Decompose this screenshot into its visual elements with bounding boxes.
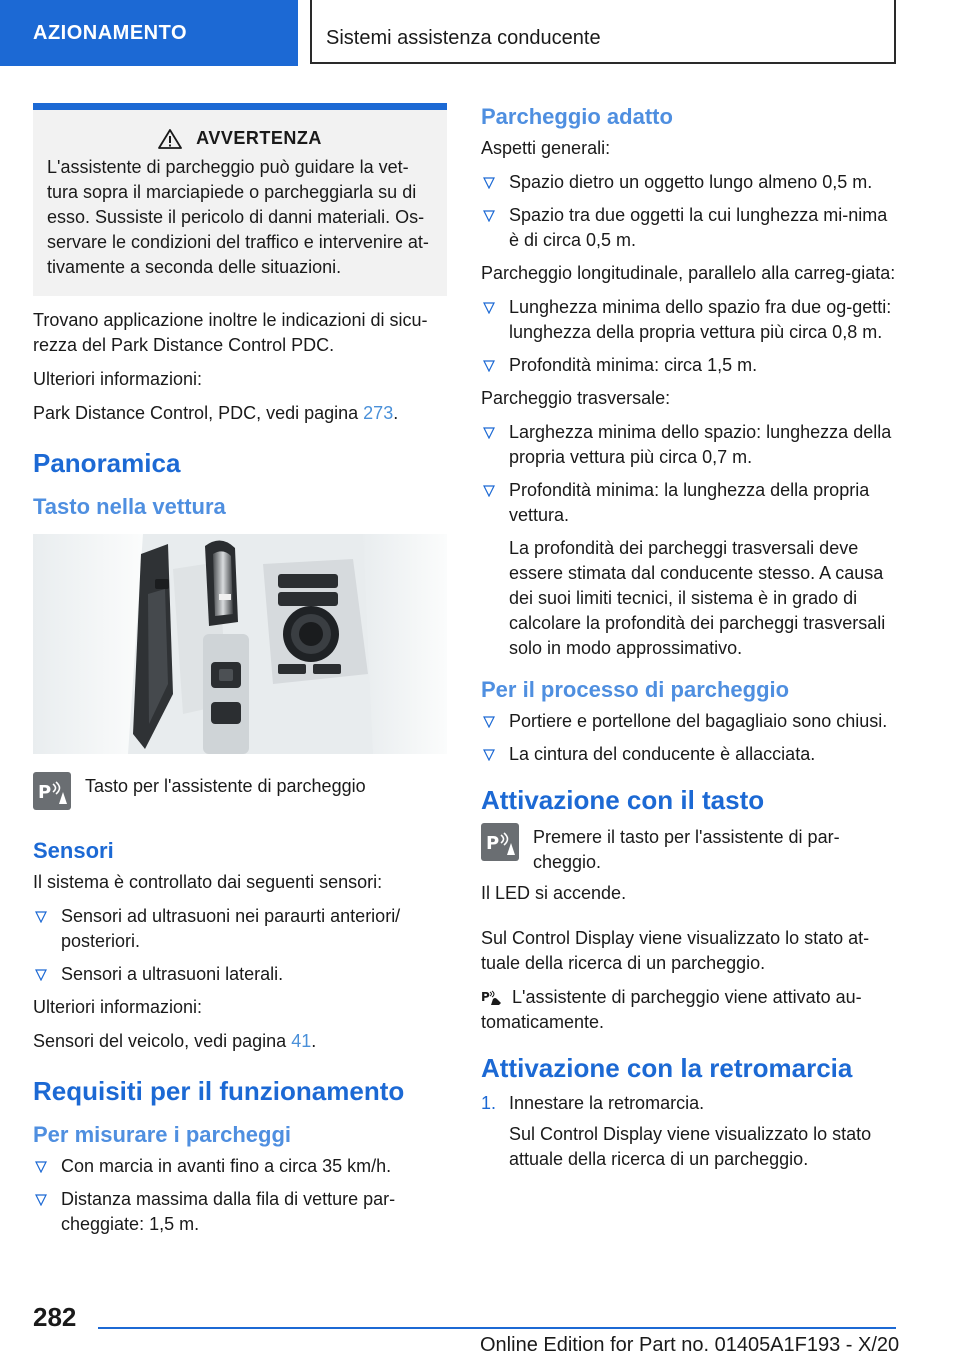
pdc-reference-text: Park Distance Control, PDC, vedi pagina	[33, 403, 359, 423]
measure-item-text: Distanza massima dalla fila di vetture par-cheggiate: 1,5 m.	[61, 1189, 396, 1234]
step-text: Innestare la retromarcia.	[509, 1093, 705, 1113]
bullet-triangle-icon	[483, 427, 495, 439]
activation-button-text: Premere il tasto per l'assistente di par-cheggio.	[533, 827, 840, 872]
suitable-heading: Parcheggio adatto	[481, 104, 673, 129]
bullet-triangle-icon	[483, 716, 495, 728]
requirements-heading: Requisiti per il funzionamento	[33, 1076, 405, 1106]
bullet-triangle-icon	[35, 911, 47, 923]
transverse-list	[481, 420, 901, 661]
list-item	[481, 1091, 901, 1172]
console-illustration	[33, 534, 447, 754]
activation-button-heading: Attivazione con il tasto	[481, 785, 765, 815]
transverse-item-text: Larghezza minima dello spazio: lunghezza della propria vettura più circa 0,7 m.	[509, 422, 892, 467]
bullet-triangle-icon	[483, 210, 495, 222]
pdc-page-link[interactable]: 273	[363, 403, 394, 423]
svg-text:P: P	[486, 833, 500, 854]
general-label: Aspetti generali:	[481, 138, 611, 158]
process-item-text: La cintura del conducente è allacciata.	[509, 744, 816, 764]
parallel-list	[481, 295, 901, 378]
list-item	[481, 709, 901, 734]
right-column	[481, 100, 901, 1180]
bullet-triangle-icon	[483, 749, 495, 761]
more-info-label: Ulteriori informazioni:	[33, 369, 203, 389]
measure-heading: Per misurare i parcheggi	[33, 1122, 291, 1147]
general-item-text: Spazio tra due oggetti la cui lunghezza mi-nima è di circa 0,5 m.	[509, 205, 888, 250]
led-text: Il LED si accende.	[481, 883, 627, 903]
bullet-triangle-icon	[35, 1194, 47, 1206]
display-text: Sul Control Display viene visualizzato lo stato at-tuale della ricerca di un parcheggio.	[481, 928, 870, 973]
sensors-page-link[interactable]: 41	[291, 1031, 312, 1051]
step-subtext: Sul Control Display viene visualizzato lo stato attuale della ricerca di un parcheggio.	[509, 1124, 872, 1169]
footer-divider	[98, 1327, 896, 1329]
page-header	[0, 0, 960, 66]
process-list	[481, 709, 901, 767]
bullet-triangle-icon	[483, 302, 495, 314]
parallel-item-text: Lunghezza minima dello spazio fra due og-getti: lunghezza della propria vettura più circa 0,8 m.	[509, 297, 892, 342]
overview-heading: Panoramica	[33, 448, 181, 478]
list-item	[481, 295, 901, 345]
pdc-reference: Park Distance Control, PDC, vedi pagina 273.	[33, 403, 399, 423]
svg-text:P: P	[38, 782, 52, 803]
svg-text:P: P	[481, 990, 490, 1004]
general-item-text: Spazio dietro un oggetto lungo almeno 0,5 m.	[509, 172, 873, 192]
list-item	[33, 1154, 447, 1179]
bullet-triangle-icon	[483, 360, 495, 372]
page-number: 282	[33, 1302, 77, 1332]
auto-activation	[481, 985, 901, 1035]
button-heading: Tasto nella vettura	[33, 494, 226, 519]
transverse-note: La profondità dei parcheggi trasversali deve essere stimata dal conducente stesso. A causa dei suoi limiti tecnici, il sistema è in grado di calcolare la profondità dei parcheggi trasversali solo in modo approssimativo.	[509, 538, 886, 658]
chapter-title: Sistemi assistenza conducente	[310, 0, 896, 64]
list-item	[481, 170, 901, 195]
sensors-reference-text: Sensori del veicolo, vedi pagina	[33, 1031, 287, 1051]
transverse-label: Parcheggio trasversale:	[481, 388, 671, 408]
sensors-more-info: Ulteriori informazioni:	[33, 997, 203, 1017]
step-number: 1.	[481, 1093, 497, 1113]
left-column	[33, 103, 447, 1245]
sensors-reference: Sensori del veicolo, vedi pagina 41.	[33, 1031, 317, 1051]
intro-text: Trovano applicazione inoltre le indicazioni di sicu-rezza del Park Distance Control PDC.	[33, 310, 428, 355]
auto-activation-text: L'assistente di parcheggio viene attivato au-tomaticamente.	[481, 987, 862, 1032]
list-item	[481, 478, 901, 661]
bullet-triangle-icon	[483, 485, 495, 497]
sensor-item-text: Sensori a ultrasuoni laterali.	[61, 964, 284, 984]
bullet-triangle-icon	[483, 177, 495, 189]
edition-text: Online Edition for Part no. 01405A1F193 - X/20	[480, 1334, 900, 1356]
section-tab: AZIONAMENTO	[0, 0, 298, 66]
warning-triangle-icon	[158, 129, 182, 149]
bullet-triangle-icon	[35, 969, 47, 981]
general-list	[481, 170, 901, 253]
activation-reverse-heading: Attivazione con la retromarcia	[481, 1053, 853, 1083]
parking-hand-icon	[481, 988, 503, 1006]
parallel-item-text: Profondità minima: circa 1,5 m.	[509, 355, 758, 375]
process-heading: Per il processo di parcheggio	[481, 677, 790, 702]
list-item	[481, 203, 901, 253]
list-item	[481, 353, 901, 378]
sensors-list	[33, 904, 447, 987]
center-console-photo	[33, 534, 447, 754]
warning-label: AVVERTENZA	[196, 128, 322, 148]
button-caption-row	[33, 772, 447, 810]
process-item-text: Portiere e portellone del bagagliaio sono chiusi.	[509, 711, 888, 731]
list-item	[481, 420, 901, 470]
list-item	[33, 1187, 447, 1237]
activation-button-row	[481, 823, 901, 875]
parking-assistant-icon	[33, 772, 71, 810]
list-item	[33, 904, 447, 954]
warning-text: L'assistente di parcheggio può guidare la vet-tura sopra il marciapiede o parcheggiarla su di esso. Sussiste il pericolo di danni materiali. Os-servare le condizioni del traffico e intervenire at-tivamente a seconda delle situazioni.	[47, 157, 429, 277]
reverse-steps	[481, 1091, 901, 1172]
measure-item-text: Con marcia in avanti fino a circa 35 km/h.	[61, 1156, 392, 1176]
parallel-label: Parcheggio longitudinale, parallelo alla carreg-giata:	[481, 263, 896, 283]
bullet-triangle-icon	[35, 1161, 47, 1173]
list-item	[33, 962, 447, 987]
warning-box	[33, 103, 447, 296]
warning-header	[47, 128, 433, 149]
button-caption: Tasto per l'assistente di parcheggio	[85, 776, 366, 796]
list-item	[481, 742, 901, 767]
transverse-item-text: Profondità minima: la lunghezza della propria vettura.	[509, 480, 870, 525]
parking-assistant-icon	[481, 823, 519, 861]
sensors-heading: Sensori	[33, 838, 114, 863]
sensor-item-text: Sensori ad ultrasuoni nei paraurti anteriori/ posteriori.	[61, 906, 401, 951]
measure-list	[33, 1154, 447, 1237]
sensors-intro: Il sistema è controllato dai seguenti sensori:	[33, 872, 383, 892]
